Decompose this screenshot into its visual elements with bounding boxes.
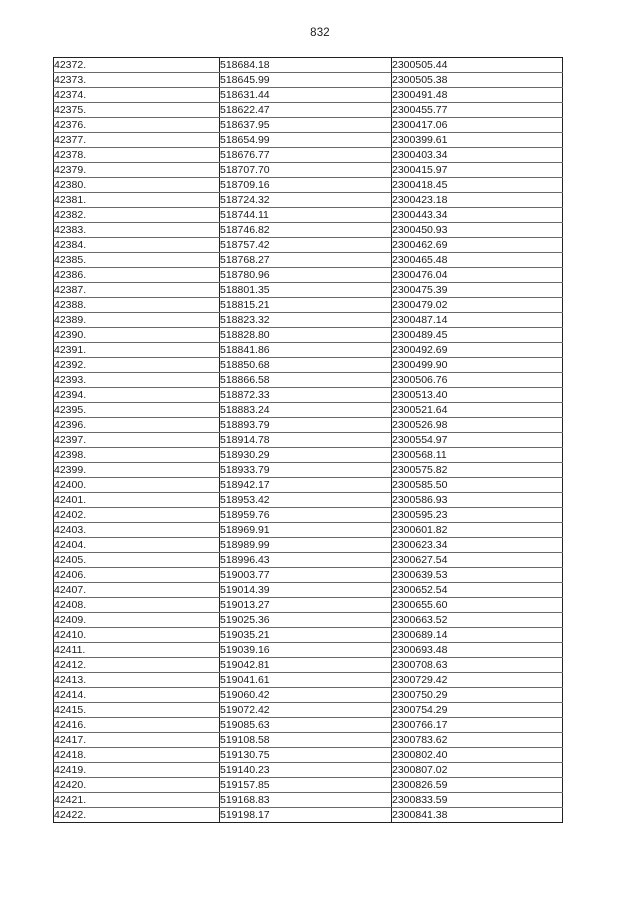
point-number-cell: 42402. xyxy=(54,508,220,523)
x-coordinate-cell: 518872.33 xyxy=(220,388,392,403)
point-number-cell: 42414. xyxy=(54,688,220,703)
point-number-cell: 42405. xyxy=(54,553,220,568)
table-row xyxy=(54,253,563,268)
point-number-cell: 42422. xyxy=(54,808,220,823)
y-coordinate-cell: 2300568.11 xyxy=(392,448,563,463)
x-coordinate-cell: 519060.42 xyxy=(220,688,392,703)
table-row xyxy=(54,478,563,493)
point-number-cell: 42407. xyxy=(54,583,220,598)
point-number-cell: 42388. xyxy=(54,298,220,313)
table-row xyxy=(54,628,563,643)
y-coordinate-cell: 2300655.60 xyxy=(392,598,563,613)
table-row xyxy=(54,733,563,748)
point-number-cell: 42392. xyxy=(54,358,220,373)
x-coordinate-cell: 518654.99 xyxy=(220,133,392,148)
x-coordinate-cell: 518768.27 xyxy=(220,253,392,268)
point-number-cell: 42401. xyxy=(54,493,220,508)
point-number-cell: 42382. xyxy=(54,208,220,223)
point-number-cell: 42400. xyxy=(54,478,220,493)
point-number-cell: 42385. xyxy=(54,253,220,268)
point-number-cell: 42386. xyxy=(54,268,220,283)
point-number-cell: 42377. xyxy=(54,133,220,148)
table-row xyxy=(54,373,563,388)
x-coordinate-cell: 518914.78 xyxy=(220,433,392,448)
y-coordinate-cell: 2300462.69 xyxy=(392,238,563,253)
point-number-cell: 42383. xyxy=(54,223,220,238)
x-coordinate-cell: 519130.75 xyxy=(220,748,392,763)
x-coordinate-cell: 519085.63 xyxy=(220,718,392,733)
y-coordinate-cell: 2300802.40 xyxy=(392,748,563,763)
table-row xyxy=(54,298,563,313)
table-row xyxy=(54,358,563,373)
x-coordinate-cell: 518883.24 xyxy=(220,403,392,418)
table-row xyxy=(54,448,563,463)
y-coordinate-cell: 2300826.59 xyxy=(392,778,563,793)
table-row xyxy=(54,268,563,283)
table-row xyxy=(54,328,563,343)
table-row xyxy=(54,433,563,448)
x-coordinate-cell: 518637.95 xyxy=(220,118,392,133)
y-coordinate-cell: 2300595.23 xyxy=(392,508,563,523)
point-number-cell: 42376. xyxy=(54,118,220,133)
y-coordinate-cell: 2300465.48 xyxy=(392,253,563,268)
x-coordinate-cell: 518942.17 xyxy=(220,478,392,493)
point-number-cell: 42389. xyxy=(54,313,220,328)
point-number-cell: 42381. xyxy=(54,193,220,208)
point-number-cell: 42384. xyxy=(54,238,220,253)
point-number-cell: 42411. xyxy=(54,643,220,658)
y-coordinate-cell: 2300403.34 xyxy=(392,148,563,163)
y-coordinate-cell: 2300526.98 xyxy=(392,418,563,433)
table-row xyxy=(54,103,563,118)
point-number-cell: 42412. xyxy=(54,658,220,673)
table-row xyxy=(54,193,563,208)
y-coordinate-cell: 2300841.38 xyxy=(392,808,563,823)
y-coordinate-cell: 2300418.45 xyxy=(392,178,563,193)
table-row xyxy=(54,553,563,568)
y-coordinate-cell: 2300766.17 xyxy=(392,718,563,733)
table-row xyxy=(54,313,563,328)
table-row xyxy=(54,163,563,178)
x-coordinate-cell: 518631.44 xyxy=(220,88,392,103)
table-row xyxy=(54,223,563,238)
y-coordinate-cell: 2300423.18 xyxy=(392,193,563,208)
point-number-cell: 42387. xyxy=(54,283,220,298)
y-coordinate-cell: 2300754.29 xyxy=(392,703,563,718)
x-coordinate-cell: 518622.47 xyxy=(220,103,392,118)
y-coordinate-cell: 2300455.77 xyxy=(392,103,563,118)
point-number-cell: 42408. xyxy=(54,598,220,613)
y-coordinate-cell: 2300575.82 xyxy=(392,463,563,478)
x-coordinate-cell: 519039.16 xyxy=(220,643,392,658)
table-row xyxy=(54,718,563,733)
table-row xyxy=(54,343,563,358)
y-coordinate-cell: 2300399.61 xyxy=(392,133,563,148)
page-number: 832 xyxy=(310,27,330,39)
x-coordinate-cell: 518676.77 xyxy=(220,148,392,163)
point-number-cell: 42415. xyxy=(54,703,220,718)
x-coordinate-cell: 518780.96 xyxy=(220,268,392,283)
table-row xyxy=(54,778,563,793)
y-coordinate-cell: 2300513.40 xyxy=(392,388,563,403)
x-coordinate-cell: 519108.58 xyxy=(220,733,392,748)
table-row xyxy=(54,763,563,778)
table-row xyxy=(54,673,563,688)
point-number-cell: 42390. xyxy=(54,328,220,343)
y-coordinate-cell: 2300693.48 xyxy=(392,643,563,658)
y-coordinate-cell: 2300506.76 xyxy=(392,373,563,388)
point-number-cell: 42403. xyxy=(54,523,220,538)
point-number-cell: 42380. xyxy=(54,178,220,193)
table-row xyxy=(54,73,563,88)
y-coordinate-cell: 2300833.59 xyxy=(392,793,563,808)
point-number-cell: 42397. xyxy=(54,433,220,448)
table-row xyxy=(54,88,563,103)
x-coordinate-cell: 519041.61 xyxy=(220,673,392,688)
table-row xyxy=(54,418,563,433)
x-coordinate-cell: 519035.21 xyxy=(220,628,392,643)
x-coordinate-cell: 518828.80 xyxy=(220,328,392,343)
point-number-cell: 42421. xyxy=(54,793,220,808)
point-number-cell: 42395. xyxy=(54,403,220,418)
table-row xyxy=(54,403,563,418)
table-row xyxy=(54,598,563,613)
y-coordinate-cell: 2300708.63 xyxy=(392,658,563,673)
x-coordinate-cell: 518893.79 xyxy=(220,418,392,433)
x-coordinate-cell: 518815.21 xyxy=(220,298,392,313)
point-number-cell: 42375. xyxy=(54,103,220,118)
point-number-cell: 42396. xyxy=(54,418,220,433)
x-coordinate-cell: 519157.85 xyxy=(220,778,392,793)
point-number-cell: 42398. xyxy=(54,448,220,463)
point-number-cell: 42413. xyxy=(54,673,220,688)
point-number-cell: 42399. xyxy=(54,463,220,478)
x-coordinate-cell: 518709.16 xyxy=(220,178,392,193)
y-coordinate-cell: 2300585.50 xyxy=(392,478,563,493)
table-row xyxy=(54,523,563,538)
y-coordinate-cell: 2300750.29 xyxy=(392,688,563,703)
x-coordinate-cell: 519013.27 xyxy=(220,598,392,613)
table-row xyxy=(54,238,563,253)
x-coordinate-cell: 519014.39 xyxy=(220,583,392,598)
table-row xyxy=(54,538,563,553)
y-coordinate-cell: 2300729.42 xyxy=(392,673,563,688)
table-row xyxy=(54,508,563,523)
x-coordinate-cell: 518850.68 xyxy=(220,358,392,373)
x-coordinate-cell: 518996.43 xyxy=(220,553,392,568)
point-number-cell: 42416. xyxy=(54,718,220,733)
x-coordinate-cell: 518841.86 xyxy=(220,343,392,358)
table-row xyxy=(54,793,563,808)
y-coordinate-cell: 2300639.53 xyxy=(392,568,563,583)
y-coordinate-cell: 2300627.54 xyxy=(392,553,563,568)
y-coordinate-cell: 2300475.39 xyxy=(392,283,563,298)
table-row xyxy=(54,118,563,133)
table-row xyxy=(54,133,563,148)
table-row xyxy=(54,463,563,478)
y-coordinate-cell: 2300586.93 xyxy=(392,493,563,508)
x-coordinate-cell: 519198.17 xyxy=(220,808,392,823)
x-coordinate-cell: 518930.29 xyxy=(220,448,392,463)
x-coordinate-cell: 518969.91 xyxy=(220,523,392,538)
y-coordinate-cell: 2300487.14 xyxy=(392,313,563,328)
coordinate-table xyxy=(53,57,563,823)
x-coordinate-cell: 518684.18 xyxy=(220,58,392,73)
y-coordinate-cell: 2300415.97 xyxy=(392,163,563,178)
y-coordinate-cell: 2300476.04 xyxy=(392,268,563,283)
x-coordinate-cell: 518757.42 xyxy=(220,238,392,253)
x-coordinate-cell: 518933.79 xyxy=(220,463,392,478)
table-row xyxy=(54,493,563,508)
x-coordinate-cell: 518801.35 xyxy=(220,283,392,298)
y-coordinate-cell: 2300505.44 xyxy=(392,58,563,73)
x-coordinate-cell: 519072.42 xyxy=(220,703,392,718)
point-number-cell: 42420. xyxy=(54,778,220,793)
y-coordinate-cell: 2300417.06 xyxy=(392,118,563,133)
y-coordinate-cell: 2300492.69 xyxy=(392,343,563,358)
table-row xyxy=(54,613,563,628)
x-coordinate-cell: 518959.76 xyxy=(220,508,392,523)
y-coordinate-cell: 2300491.48 xyxy=(392,88,563,103)
y-coordinate-cell: 2300601.82 xyxy=(392,523,563,538)
point-number-cell: 42404. xyxy=(54,538,220,553)
table-row xyxy=(54,208,563,223)
point-number-cell: 42417. xyxy=(54,733,220,748)
y-coordinate-cell: 2300499.90 xyxy=(392,358,563,373)
x-coordinate-cell: 519042.81 xyxy=(220,658,392,673)
point-number-cell: 42378. xyxy=(54,148,220,163)
x-coordinate-cell: 518724.32 xyxy=(220,193,392,208)
point-number-cell: 42379. xyxy=(54,163,220,178)
table-row xyxy=(54,148,563,163)
x-coordinate-cell: 519003.77 xyxy=(220,568,392,583)
point-number-cell: 42372. xyxy=(54,58,220,73)
y-coordinate-cell: 2300443.34 xyxy=(392,208,563,223)
point-number-cell: 42419. xyxy=(54,763,220,778)
point-number-cell: 42418. xyxy=(54,748,220,763)
point-number-cell: 42373. xyxy=(54,73,220,88)
x-coordinate-cell: 518989.99 xyxy=(220,538,392,553)
point-number-cell: 42410. xyxy=(54,628,220,643)
y-coordinate-cell: 2300663.52 xyxy=(392,613,563,628)
point-number-cell: 42393. xyxy=(54,373,220,388)
x-coordinate-cell: 518953.42 xyxy=(220,493,392,508)
y-coordinate-cell: 2300554.97 xyxy=(392,433,563,448)
y-coordinate-cell: 2300479.02 xyxy=(392,298,563,313)
table-row xyxy=(54,388,563,403)
table-row xyxy=(54,583,563,598)
table-row xyxy=(54,58,563,73)
table-row xyxy=(54,283,563,298)
x-coordinate-cell: 518645.99 xyxy=(220,73,392,88)
point-number-cell: 42394. xyxy=(54,388,220,403)
x-coordinate-cell: 519140.23 xyxy=(220,763,392,778)
y-coordinate-cell: 2300783.62 xyxy=(392,733,563,748)
table-row xyxy=(54,688,563,703)
y-coordinate-cell: 2300689.14 xyxy=(392,628,563,643)
x-coordinate-cell: 519025.36 xyxy=(220,613,392,628)
table-row xyxy=(54,658,563,673)
y-coordinate-cell: 2300521.64 xyxy=(392,403,563,418)
table-row xyxy=(54,643,563,658)
table-row xyxy=(54,178,563,193)
y-coordinate-cell: 2300450.93 xyxy=(392,223,563,238)
table-row xyxy=(54,568,563,583)
table-row xyxy=(54,748,563,763)
x-coordinate-cell: 519168.83 xyxy=(220,793,392,808)
coordinate-table-body xyxy=(54,58,563,823)
point-number-cell: 42406. xyxy=(54,568,220,583)
table-row xyxy=(54,808,563,823)
x-coordinate-cell: 518823.32 xyxy=(220,313,392,328)
y-coordinate-cell: 2300505.38 xyxy=(392,73,563,88)
y-coordinate-cell: 2300807.02 xyxy=(392,763,563,778)
x-coordinate-cell: 518744.11 xyxy=(220,208,392,223)
y-coordinate-cell: 2300489.45 xyxy=(392,328,563,343)
point-number-cell: 42409. xyxy=(54,613,220,628)
x-coordinate-cell: 518866.58 xyxy=(220,373,392,388)
point-number-cell: 42374. xyxy=(54,88,220,103)
table-row xyxy=(54,703,563,718)
x-coordinate-cell: 518707.70 xyxy=(220,163,392,178)
x-coordinate-cell: 518746.82 xyxy=(220,223,392,238)
y-coordinate-cell: 2300623.34 xyxy=(392,538,563,553)
point-number-cell: 42391. xyxy=(54,343,220,358)
y-coordinate-cell: 2300652.54 xyxy=(392,583,563,598)
